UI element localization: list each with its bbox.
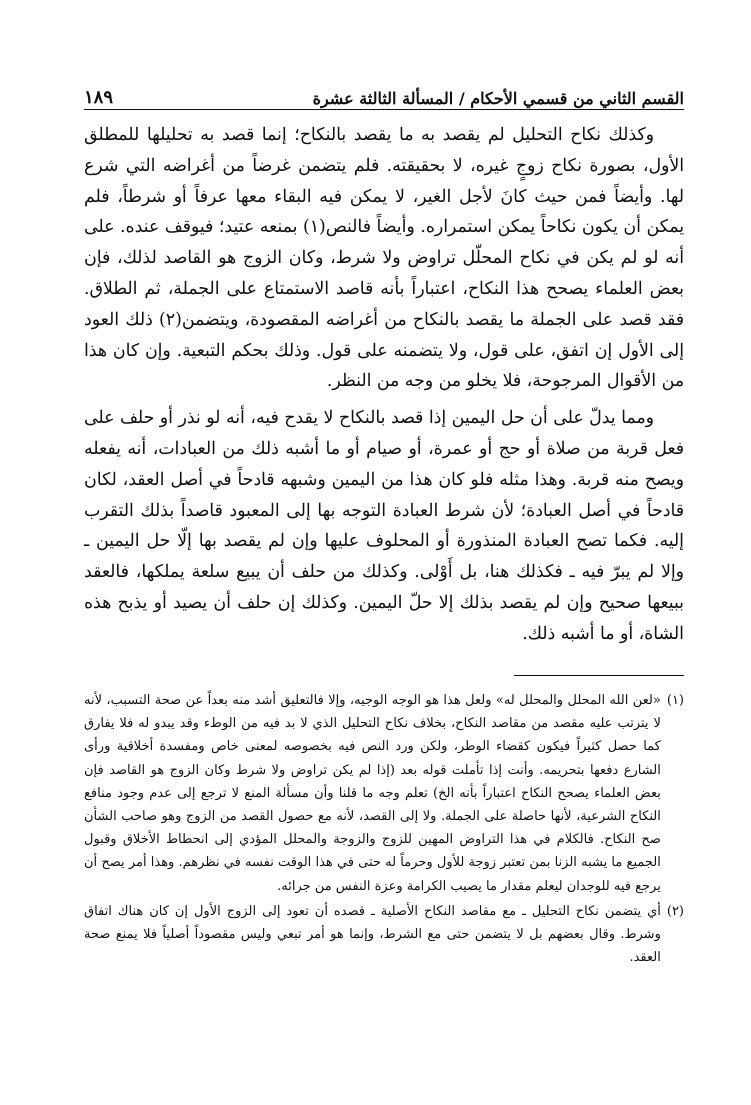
footnote-rule bbox=[514, 675, 684, 676]
footnote bbox=[84, 900, 684, 970]
running-header bbox=[84, 76, 684, 110]
header-title: القسم الثاني من قسمي الأحكام / المسألة الثالثة عشرة bbox=[312, 89, 684, 108]
footnote bbox=[84, 689, 684, 898]
page-number: ١٨٩ bbox=[84, 87, 114, 108]
main-text bbox=[84, 120, 684, 650]
footnote-number: (١) bbox=[666, 693, 684, 708]
footnote-number: (٢) bbox=[666, 903, 684, 919]
body-paragraph: ومما يدلّ على أن حل اليمين إذا قصد بالنكاح لا يقدح فيه، أنه لو نذر أو حلف على فعل قربة من صلاة أو حج أو عمرة، أو صيام أو ما أشبه ذلك من العبادات، أنه يفعله ويصح منه قربة. وهذا مثله فلو كان هذا من اليمين وشبهه قادحاً في أصل العقد، لكان قادحاً في أصل العبادة؛ لأن شرط العبادة التوجه بها إلى المعبود قاصداً بذلك التقرب إليه. فكما تصح العبادة المنذورة أو المحلوف عليها وإن لم يقصد بها إلّا حل اليمين ـ وإلا لم يبرّ فيه ـ فكذلك هنا، بل أَوْلى. وكذلك من حلف أن يبيع سلعة يملكها، فالعقد ببيعها صحيح وإن لم يقصد بذلك إلا حلّ اليمين. وكذلك إن حلف أن يصيد أو يذبح هذه الشاة، أو ما أشبه ذلك. bbox=[84, 408, 684, 644]
footnotes bbox=[84, 689, 684, 969]
footnote-text: «لعن الله المحلل والمحلل له» ولعل هذا هو الوجه الوجيه، وإلا فالتعليق أشد منه بعداً عن صحة التسبب، لأنه لا يترتب عليه مقصد من مقاصد النكاح، بخلاف نكاح التحليل الذي لا بد فيه من الوطء وقد يبدو له فلا يفارق كما حصل كثيراً فيكون كقضاء الوطر، ولكن ورد النص فيه بخصوصه لمعنى خاص ومفسدة أخلاقية ورأى الشارع دفعها بتحريمه. وأنت إذا تأملت قوله بعد (إذا لم يكن تراوض ولا شرط وكان الزوج هو القاصد فإن بعض العلماء يصحح النكاح اعتباراً بأنه الخ) تعلم وجه ما قلنا وأن مسألة المنع لا ترجع إلى عدم وجود منافع النكاح الشرعية، لأنها حاصلة على الجملة. ولا إلى القصد، لأنه مع حصول القصد من الزوج وهو صاحب الشأن صح النكاح. فالكلام في هذا التراوض المهين للزوج والزوجة والمحلل المؤدي إلى انحطاط الأخلاق وقبول الجميع ما يشبه الزنا بمن تعتبر زوجة للأول وحرماً له حتى في هذا الوقت نفسه في نظرهم. وهذا أمر يصح أن يرجع فيه للوجدان ليعلم مقدار ما يصيب الكرامة وعزة النفس من جرائه. bbox=[84, 693, 661, 894]
footnote-text: أي يتضمن نكاح التحليل ـ مع مقاصد النكاح الأصلية ـ قصده أن تعود إلى الزوج الأول إن كان هناك اتفاق وشرط. وقال بعضهم بل لا يتضمن حتى مع الشرط، وإنما هو أمر تبعي وليس مقصوداً أصلياً فلا يمنع صحة العقد. bbox=[84, 903, 661, 966]
body-paragraph: وكذلك نكاح التحليل لم يقصد به ما يقصد بالنكاح؛ إنما قصد به تحليلها للمطلق الأول، بصورة نكاح زوجٍ غيره، لا بحقيقته. فلم يتضمن غرضاً من أغراضه التي شرع لها. وأيضاً فمن حيث كانَ لأجل الغير، لا يمكن فيه البقاء معها عرفاً أو شرطاً، فلم يمكن أن يكون نكاحاً يمكن استمراره. وأيضاً فالنص(١) بمنعه عتيد؛ فيوقف عنده. على أنه لو لم يكن في نكاح المحلّل تراوض ولا شرط، وكان الزوج هو القاصد لذلك، فإن بعض العلماء يصحح هذا النكاح، اعتباراً بأنه قاصد الاستمتاع على الجملة، ثم الطلاق. فقد قصد على الجملة ما يقصد بالنكاح من أغراضه المقصودة، ويتضمن(٢) ذلك العود إلى الأول إن اتفق، على قول، ولا يتضمنه على قول. وذلك بحكم التبعية. وإن كان هذا من الأقوال المرجوحة، فلا يخلو من وجه من النظر. bbox=[84, 125, 685, 392]
